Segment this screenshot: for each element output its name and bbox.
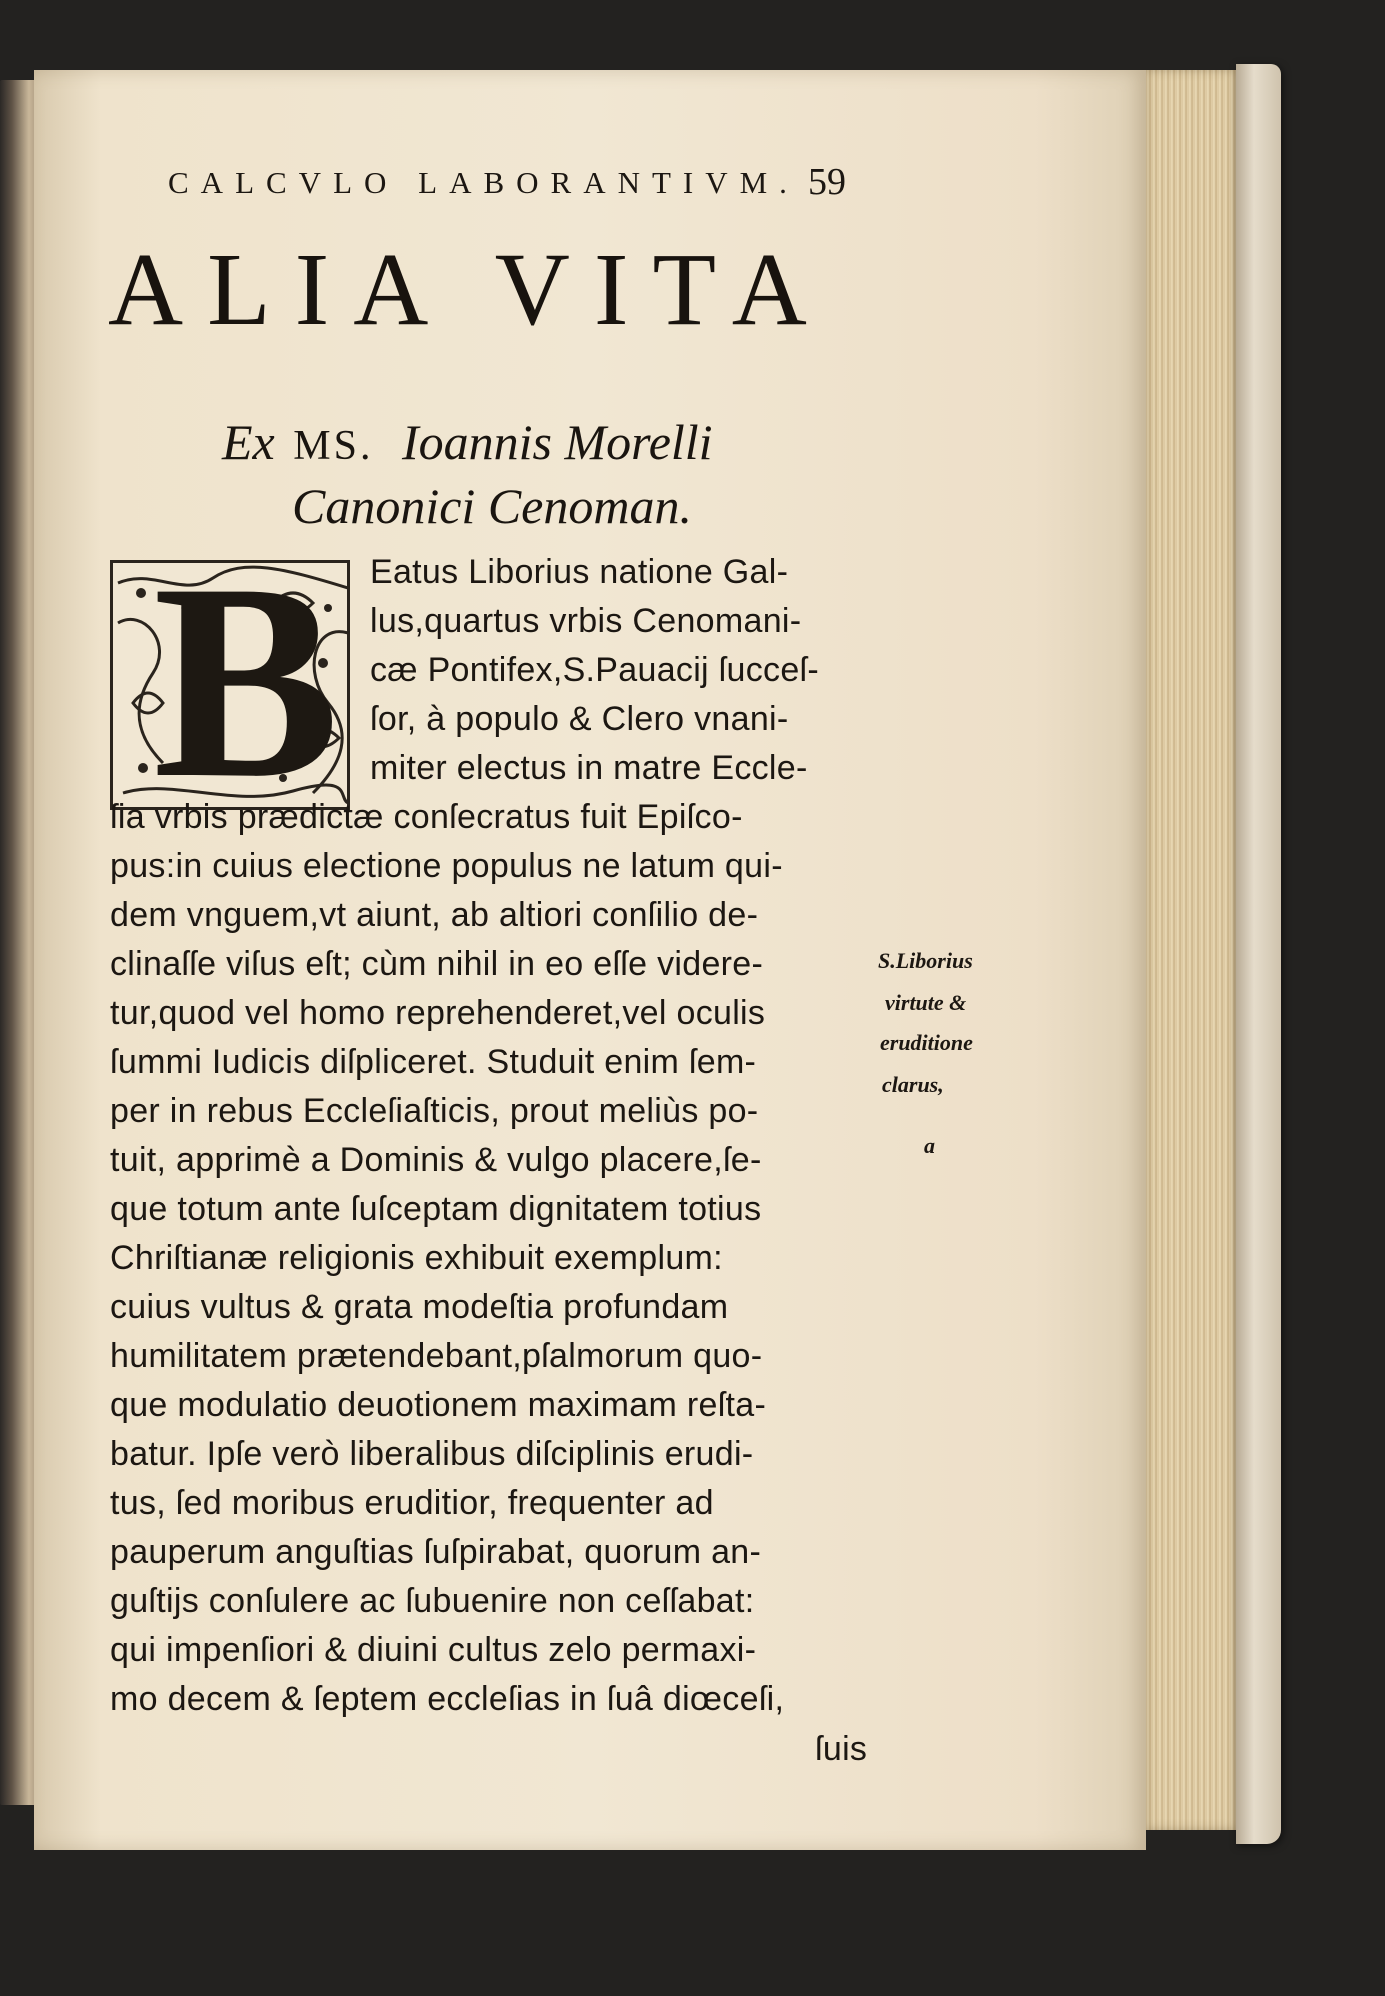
body-line: Eatus Liborius natione Gal- — [370, 553, 789, 591]
body-line: qui impenſiori & diuini cultus zelo permaxi- — [110, 1631, 757, 1669]
margin-note-line: virtute & — [885, 990, 967, 1015]
body-line: pauperum anguſtias ſuſpirabat, quorum an- — [110, 1533, 762, 1571]
page-title: ALIA VITA — [108, 232, 831, 347]
body-line: Chriſtianæ religionis exhibuit exemplum: — [110, 1239, 723, 1277]
subtitle-line-2: Canonici Cenoman. — [292, 478, 692, 534]
initial-letter: B — [153, 560, 340, 810]
body-line: miter electus in matre Eccle- — [370, 749, 808, 787]
subtitle-ms: MS. — [293, 423, 374, 469]
catchword: ſuis — [815, 1730, 868, 1768]
body-line: tuit, apprimè a Dominis & vulgo placere,ſe- — [110, 1141, 762, 1179]
body-line: dem vnguem,vt aiunt, ab altiori conſilio de- — [110, 896, 759, 934]
body-line: ſummi Iudicis diſpliceret. Studuit enim ſem- — [110, 1043, 757, 1081]
running-head: CALCVLO LABORANTIVM. — [168, 165, 799, 200]
body-line: cuius vultus & grata modeſtia profundam — [110, 1288, 729, 1326]
body-line: cæ Pontifex,S.Pauacij ſucceſ- — [370, 651, 820, 689]
body-line: ſia vrbis prædictæ conſecratus fuit Epiſco- — [110, 798, 743, 836]
body-line: que modulatio deuotionem maximam reſta- — [110, 1386, 767, 1424]
facing-page-edge — [0, 80, 34, 1805]
body-line: ſor, à populo & Clero vnani- — [370, 700, 789, 738]
body-line: batur. Ipſe verò liberalibus diſciplinis erudi- — [110, 1435, 754, 1473]
body-line: humilitatem prætendebant,pſalmorum quo- — [110, 1337, 763, 1375]
body-line: clinaſſe viſus eſt; cùm nihil in eo eſſe videre- — [110, 945, 764, 983]
body-line: tus, ſed moribus eruditior, frequenter ad — [110, 1484, 714, 1522]
decorated-initial — [110, 560, 350, 810]
body-line: pus:in cuius electione populus ne latum qui- — [110, 847, 783, 885]
subtitle-name: Ioannis Morelli — [401, 414, 713, 470]
subtitle-line-1 — [222, 413, 713, 471]
page-block-edges — [1146, 70, 1236, 1830]
body-line: lus,quartus vrbis Cenomani- — [370, 602, 802, 640]
body-line: guſtijs conſulere ac ſubuenire non ceſſabat: — [110, 1582, 755, 1620]
body-line: tur,quod vel homo reprehenderet,vel oculis — [110, 994, 766, 1032]
margin-note-line: clarus, — [882, 1072, 944, 1097]
margin-note-line: S.Liborius — [878, 948, 973, 973]
margin-note-line: eruditione — [880, 1030, 973, 1055]
body-line: que totum ante ſuſceptam dignitatem totius — [110, 1190, 762, 1228]
subtitle-ex: Ex — [222, 414, 275, 470]
page-number: 59 — [808, 161, 846, 203]
body-line: per in rebus Eccleſiaſticis, prout meliùs po- — [110, 1092, 759, 1130]
margin-note-letter: a — [924, 1133, 935, 1158]
book-cover — [1236, 64, 1281, 1844]
body-line: mo decem & ſeptem eccleſias in ſuâ diœceſi, — [110, 1680, 785, 1718]
